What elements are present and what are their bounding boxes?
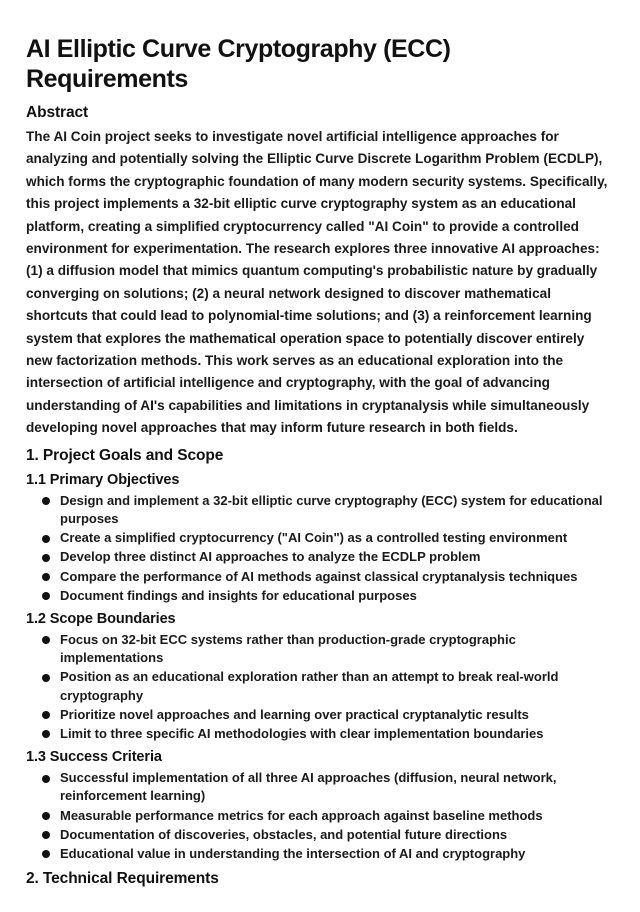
list-item-label: Focus on 32-bit ECC systems rather than production-grade cryptographic implementations	[60, 631, 516, 666]
list-item-label: Position as an educational exploration rather than an attempt to break real-world cryptography	[60, 669, 559, 703]
list-item	[26, 845, 614, 863]
bullet-icon	[42, 554, 50, 562]
list-item-label: Document findings and insights for educational purposes	[60, 587, 417, 603]
subsection-heading-success-criteria: 1.3 Success Criteria	[26, 749, 162, 766]
list-item	[26, 492, 614, 528]
abstract-heading: Abstract	[26, 104, 89, 121]
list-item-label: Develop three distinct AI approaches to analyze the ECDLP problem	[60, 549, 481, 565]
list-scope-boundaries	[26, 631, 614, 743]
bullet-icon	[42, 850, 50, 858]
bullet-icon	[42, 573, 50, 581]
bullet-icon	[42, 497, 50, 505]
list-item	[26, 568, 614, 586]
list-item-label: Documentation of discoveries, obstacles, and potential future directions	[60, 826, 508, 842]
bullet-icon	[42, 831, 50, 839]
list-item-label: Successful implementation of all three AI approaches (diffusion, neural network, reinforcement learning)	[60, 770, 557, 804]
list-item	[26, 668, 614, 704]
list-item-label: Limit to three specific AI methodologies with clear implementation boundaries	[60, 725, 544, 741]
section-heading-project-goals: 1. Project Goals and Scope	[26, 446, 224, 464]
subsection-heading-primary-objectives: 1.1 Primary Objectives	[26, 471, 180, 488]
list-item	[26, 548, 614, 566]
abstract-body: The AI Coin project seeks to investigate novel artificial intelligence approaches for analyzing and potentially solving the Elliptic Curve Discrete Logarithm Problem (ECDLP), which forms the cryptographic foundation of many modern security systems. Specifically, this project implements a 32-bit elliptic curve cryptography system as an educational platform, creating a simplified cryptocurrency called "AI Coin" to provide a controlled environment for experimentation. The research explores three innovative AI approaches: (1) a diffusion model that mimics quantum computing's probabilistic nature by gradually converging on solutions; (2) a neural network designed to discover mathematical shortcuts that could lead to polynomial-time solutions; and (3) a reinforcement learning system that explores the mathematical operation space to potentially discover entirely new factorization methods. This work serves as an educational exploration into the intersection of artificial intelligence and cryptography, with the goal of advancing understanding of AI's capabilities and limitations in cryptanalysis while simultaneously developing novel approaches that may inform future research in both fields.	[26, 129, 608, 436]
bullet-icon	[42, 636, 50, 644]
bullet-icon	[42, 535, 50, 543]
list-item	[26, 807, 614, 825]
list-item-label: Educational value in understanding the intersection of AI and cryptography	[60, 845, 526, 861]
list-item	[26, 587, 614, 605]
bullet-icon	[42, 711, 50, 719]
bullet-icon	[42, 730, 50, 738]
list-item	[26, 769, 614, 805]
list-item-label: Measurable performance metrics for each approach against baseline methods	[60, 807, 543, 823]
list-item-label: Design and implement a 32-bit elliptic curve cryptography (ECC) system for educational purposes	[60, 492, 603, 526]
list-item-label: Compare the performance of AI methods against classical cryptanalysis techniques	[60, 568, 578, 584]
bullet-icon	[42, 775, 50, 783]
list-item	[26, 725, 614, 743]
list-primary-objectives	[26, 492, 614, 605]
section-heading-technical-requirements: 2. Technical Requirements	[26, 870, 219, 888]
bullet-icon	[42, 812, 50, 820]
subsection-heading-scope-boundaries: 1.2 Scope Boundaries	[26, 610, 176, 627]
list-item	[26, 826, 614, 844]
list-item-label: Create a simplified cryptocurrency ("AI Coin") as a controlled testing environment	[60, 530, 568, 546]
bullet-icon	[42, 592, 50, 600]
list-item	[26, 706, 614, 724]
page-title: AI Elliptic Curve Cryptography (ECC) Requirements	[26, 35, 451, 93]
list-item-label: Prioritize novel approaches and learning over practical cryptanalytic results	[60, 706, 529, 722]
list-item	[26, 529, 614, 547]
list-item	[26, 631, 614, 667]
list-success-criteria	[26, 769, 614, 863]
bullet-icon	[42, 674, 50, 682]
